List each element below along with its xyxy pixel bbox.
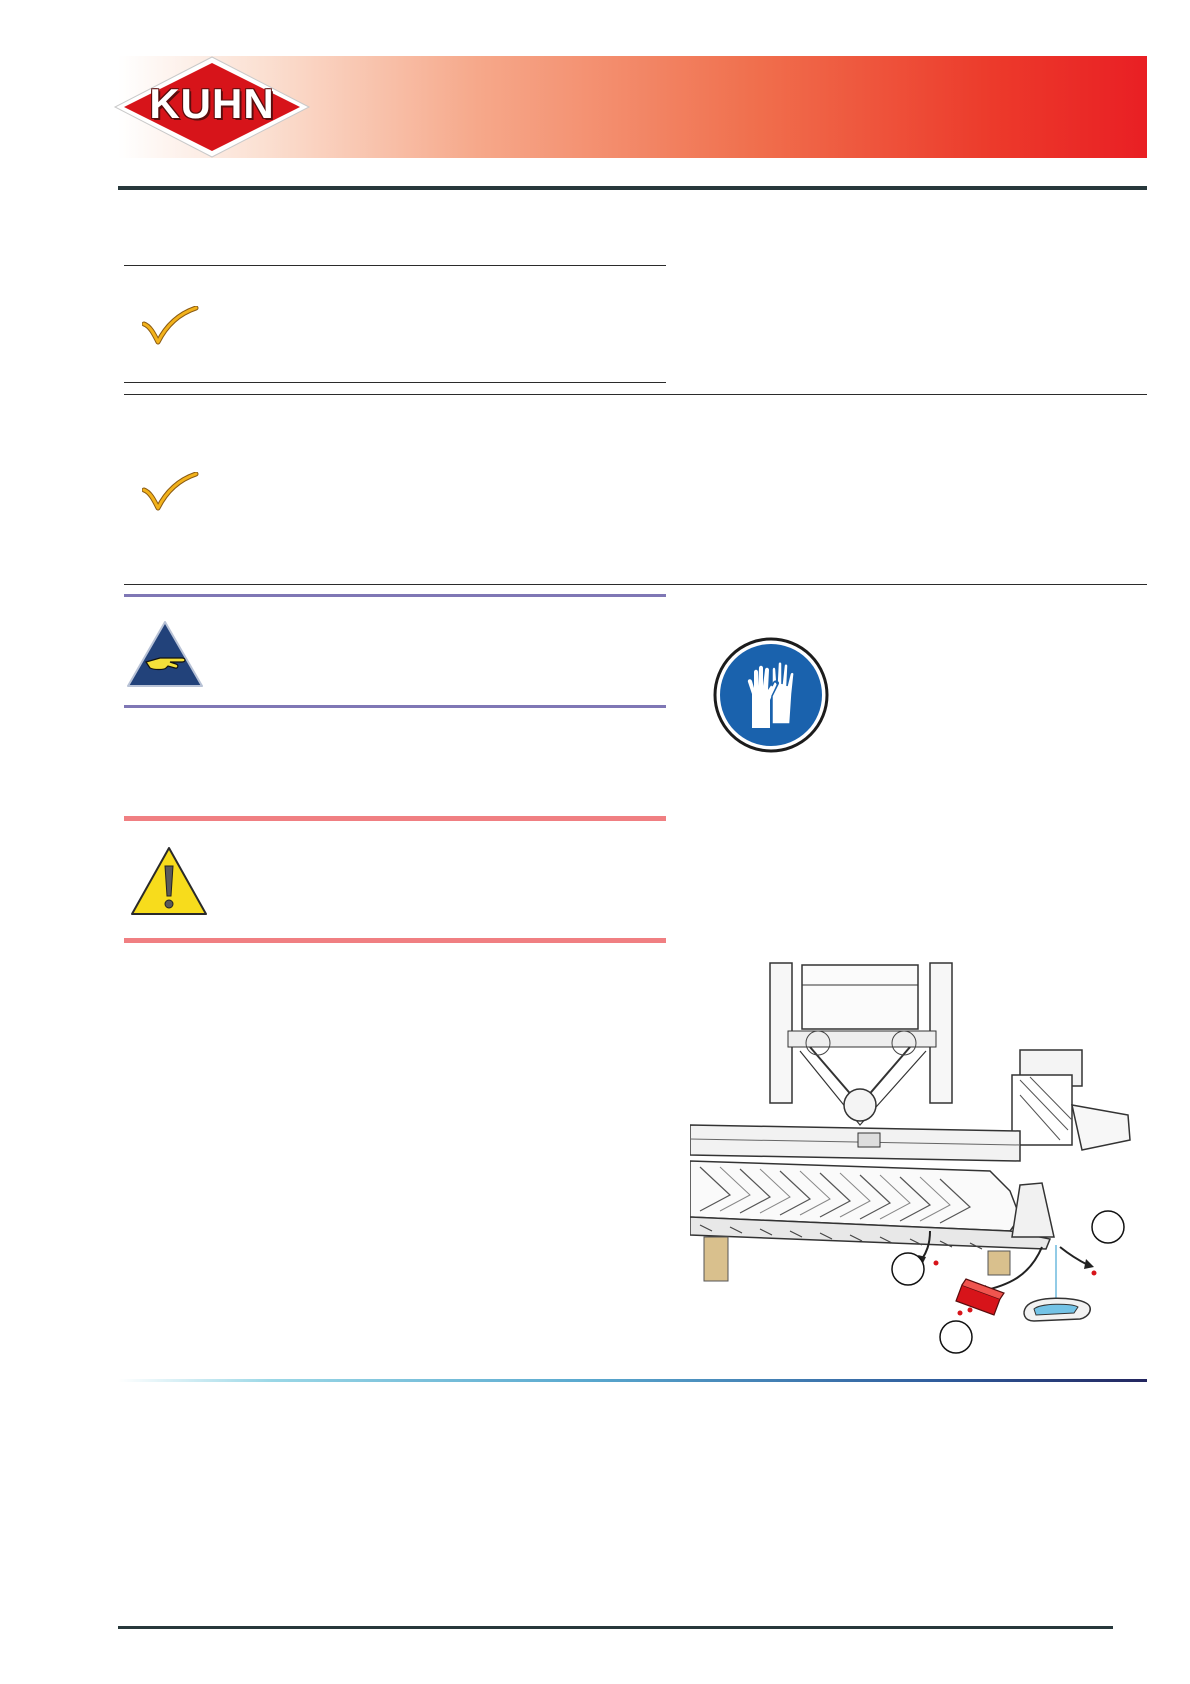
section-rule: [124, 382, 666, 383]
section-rule: [124, 265, 666, 266]
header-rule: [118, 186, 1147, 190]
checkmark-icon: [142, 306, 200, 346]
section-rule: [124, 584, 1147, 585]
warning-rule-top: [124, 816, 666, 821]
wear-gloves-icon: [712, 636, 830, 754]
exclamation-warning-icon: [128, 844, 210, 918]
checkmark-icon: [142, 472, 200, 512]
pointing-hand-note-icon: [124, 618, 206, 690]
section-gradient-rule: [118, 1379, 1147, 1382]
section-rule: [124, 394, 1147, 395]
brand-name: KUHN: [149, 80, 275, 127]
machine-illustration: [690, 955, 1150, 1360]
warning-rule-bottom: [124, 938, 666, 943]
note-rule-bottom: [124, 705, 666, 708]
footer-rule: [118, 1626, 1113, 1629]
note-rule-top: [124, 594, 666, 597]
